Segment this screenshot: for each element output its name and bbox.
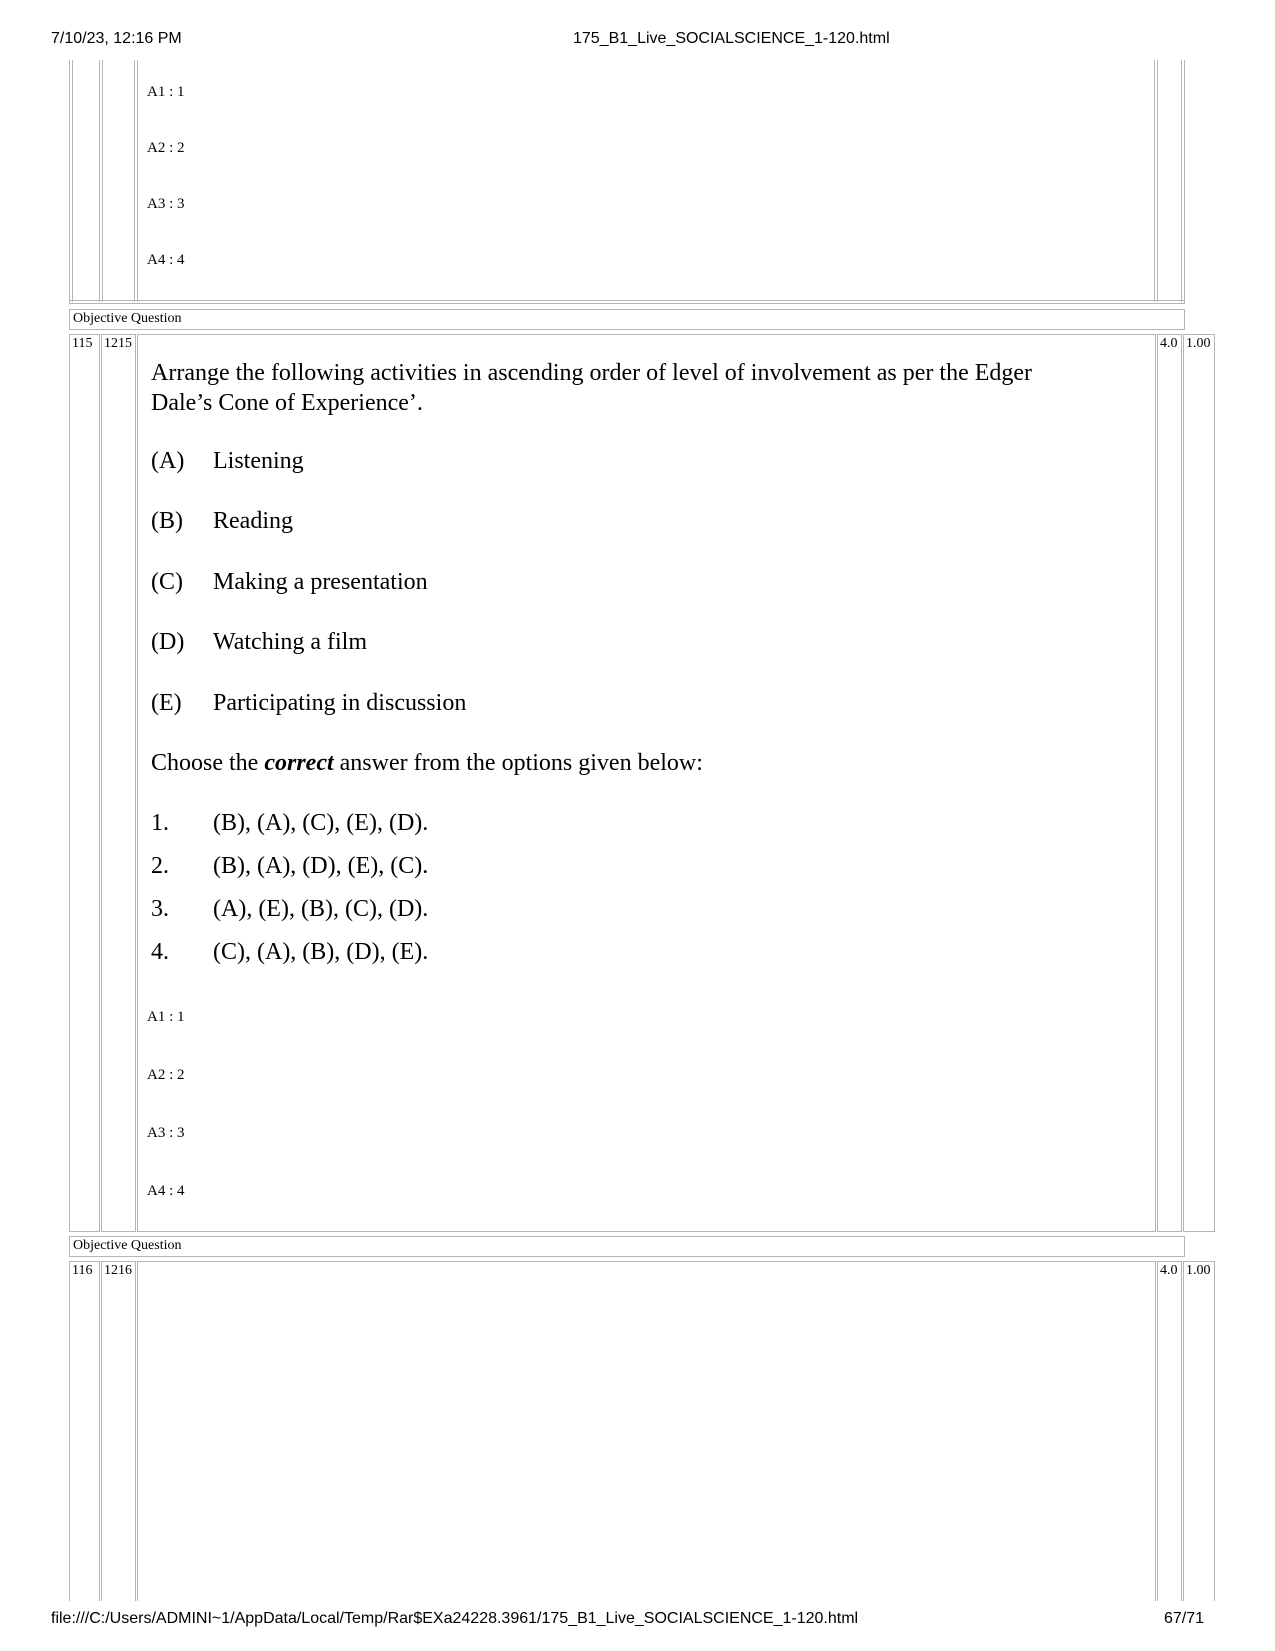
option-4: 4. (C), (A), (B), (D), (E). xyxy=(151,939,429,965)
question-body-cell-116 xyxy=(137,1261,1156,1601)
print-datetime: 7/10/23, 12:16 PM xyxy=(51,30,182,47)
option-2: 2. (B), (A), (D), (E), (C). xyxy=(151,853,429,879)
option-3: 3. (A), (E), (B), (C), (D). xyxy=(151,896,429,922)
question-type-label-116: Objective Question xyxy=(73,1238,182,1253)
question-number-116: 116 xyxy=(72,1263,93,1278)
item-a: (A) Listening xyxy=(151,448,304,474)
prev-answer-4: A4 : 4 xyxy=(147,252,185,268)
negative-marks-cell-116 xyxy=(1183,1261,1215,1601)
question-negative-marks: 1.00 xyxy=(1186,336,1211,351)
prev-answer-1: A1 : 1 xyxy=(147,84,185,100)
prev-answer-2: A2 : 2 xyxy=(147,140,185,156)
print-doc-title: 175_B1_Live_SOCIALSCIENCE_1-120.html xyxy=(573,30,890,47)
question-type-row-116 xyxy=(69,1236,1185,1257)
option-1: 1. (B), (A), (C), (E), (D). xyxy=(151,810,429,836)
item-b: (B) Reading xyxy=(151,508,293,534)
answer-2: A2 : 2 xyxy=(147,1067,185,1083)
question-id-cell-116 xyxy=(101,1261,136,1601)
item-d: (D) Watching a film xyxy=(151,629,368,655)
question-text: Arrange the following activities in ascending order of level of involvement as per the Edger Dale’s Cone of Experience’. xyxy=(151,360,1033,416)
answer-4: A4 : 4 xyxy=(147,1183,185,1199)
marks-cell xyxy=(1157,334,1182,1232)
question-marks: 4.0 xyxy=(1160,336,1178,351)
question-id: 1215 xyxy=(104,336,132,351)
answer-1: A1 : 1 xyxy=(147,1009,185,1025)
item-e: (E) Participating in discussion xyxy=(151,690,467,716)
question-number: 115 xyxy=(72,336,93,351)
question-id-cell xyxy=(101,334,136,1232)
negative-marks-cell xyxy=(1183,334,1215,1232)
print-file-path: file:///C:/Users/ADMINI~1/AppData/Local/Temp/Rar$EXa24228.3961/175_B1_Live_SOCIALSCIENCE_1-120.html xyxy=(51,1610,859,1627)
question-type-label: Objective Question xyxy=(73,311,182,326)
print-page-number: 67/71 xyxy=(1164,1610,1205,1627)
marks-cell-116 xyxy=(1157,1261,1182,1601)
prev-answer-3: A3 : 3 xyxy=(147,196,185,212)
question-negative-marks-116: 1.00 xyxy=(1186,1263,1211,1278)
answer-3: A3 : 3 xyxy=(147,1125,185,1141)
question-number-cell-116 xyxy=(69,1261,100,1601)
choose-instruction: Choose the correct answer from the options given below: xyxy=(151,750,703,776)
question-id-116: 1216 xyxy=(104,1263,132,1278)
item-c: (C) Making a presentation xyxy=(151,569,428,595)
question-type-row xyxy=(69,309,1185,330)
question-marks-116: 4.0 xyxy=(1160,1263,1178,1278)
question-number-cell xyxy=(69,334,100,1232)
